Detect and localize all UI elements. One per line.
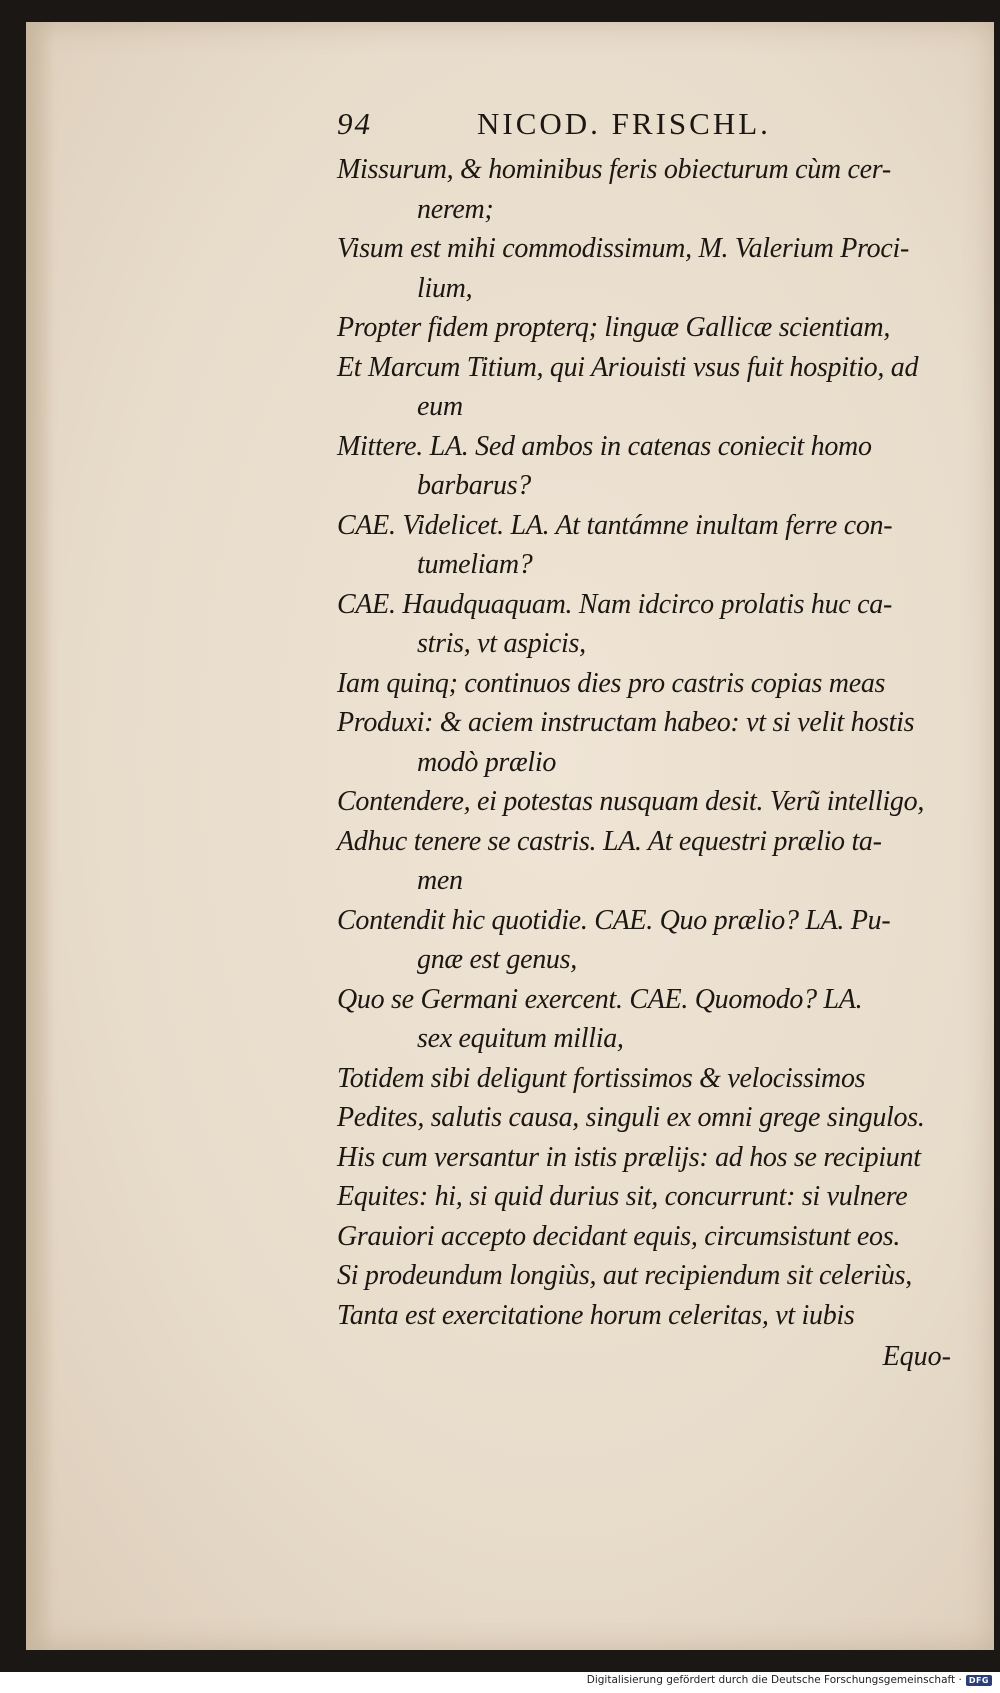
text-line: Et Marcum Titium, qui Ariouisti vsus fuit hospitio, ad — [337, 351, 919, 383]
text-line: Si prodeundum longiùs, aut recipiendum sit celeriùs, — [337, 1260, 912, 1291]
page-number: 94 — [337, 106, 372, 141]
text-line: eum — [417, 391, 463, 422]
catchword: Equo- — [882, 1341, 951, 1372]
credit-text: Digitalisierung gefördert durch die Deutsche Forschungsgemeinschaft · — [586, 1674, 962, 1686]
funding-credit — [587, 1674, 992, 1686]
verse-lines — [337, 150, 987, 1335]
page-text-block — [337, 100, 987, 1377]
page-gutter — [26, 22, 54, 1650]
text-line: Equites: hi, si quid durius sit, concurrunt: si vulnere — [337, 1181, 908, 1212]
page-header — [337, 100, 987, 150]
text-line: His cum versantur in istis prælijs: ad hos se recipiunt — [337, 1141, 921, 1173]
dfg-logo: DFG — [966, 1675, 992, 1686]
text-line: Visum est mihi commodissimum, M. Valerium Proci- — [337, 233, 909, 264]
text-line: lium, — [417, 272, 473, 304]
text-line: CAE. Haudquaquam. Nam idcirco prolatis huc ca- — [337, 588, 892, 620]
text-line: modò prælio — [417, 746, 557, 778]
text-line: Contendere, ei potestas nusquam desit. Verũ intelligo, — [337, 786, 925, 817]
text-line: gnæ est genus, — [417, 944, 577, 975]
text-line: CAE. Videlicet. LA. At tantámne inultam ferre con- — [337, 509, 893, 541]
text-line: nerem; — [417, 193, 494, 225]
text-line: Iam quinq; continuos dies pro castris copias meas — [337, 667, 886, 699]
text-line: Quo se Germani exercent. CAE. Quomodo? LA. — [337, 983, 863, 1015]
text-line: barbarus? — [417, 470, 531, 501]
text-line: sex equitum millia, — [417, 1023, 624, 1054]
footer-strip — [0, 1672, 1000, 1693]
text-line: Grauiori accepto decidant equis, circumsistunt eos. — [337, 1220, 901, 1252]
text-line: Mittere. LA. Sed ambos in catenas coniecit homo — [337, 430, 872, 462]
text-line: men — [417, 865, 463, 896]
text-line: Pedites, salutis causa, singuli ex omni grege singulos. — [337, 1102, 925, 1133]
text-line: Contendit hic quotidie. CAE. Quo prælio? LA. Pu- — [337, 904, 891, 936]
text-line: Adhuc tenere se castris. LA. At equestri prælio ta- — [337, 825, 882, 857]
text-line: Produxi: & aciem instructam habeo: vt si velit hostis — [337, 707, 915, 738]
text-line: Totidem sibi deligunt fortissimos & velocissimos — [337, 1062, 866, 1094]
running-head: NICOD. FRISCHL. — [477, 106, 771, 141]
text-line: stris, vt aspicis, — [417, 628, 586, 659]
text-line: Tanta est exercitatione horum celeritas, vt iubis — [337, 1299, 855, 1331]
text-line: Propter fidem propterq; linguæ Gallicæ scientiam, — [337, 312, 891, 343]
text-line: tumeliam? — [417, 549, 533, 580]
text-line: Missurum, & hominibus feris obiecturum cùm cer- — [337, 154, 891, 185]
